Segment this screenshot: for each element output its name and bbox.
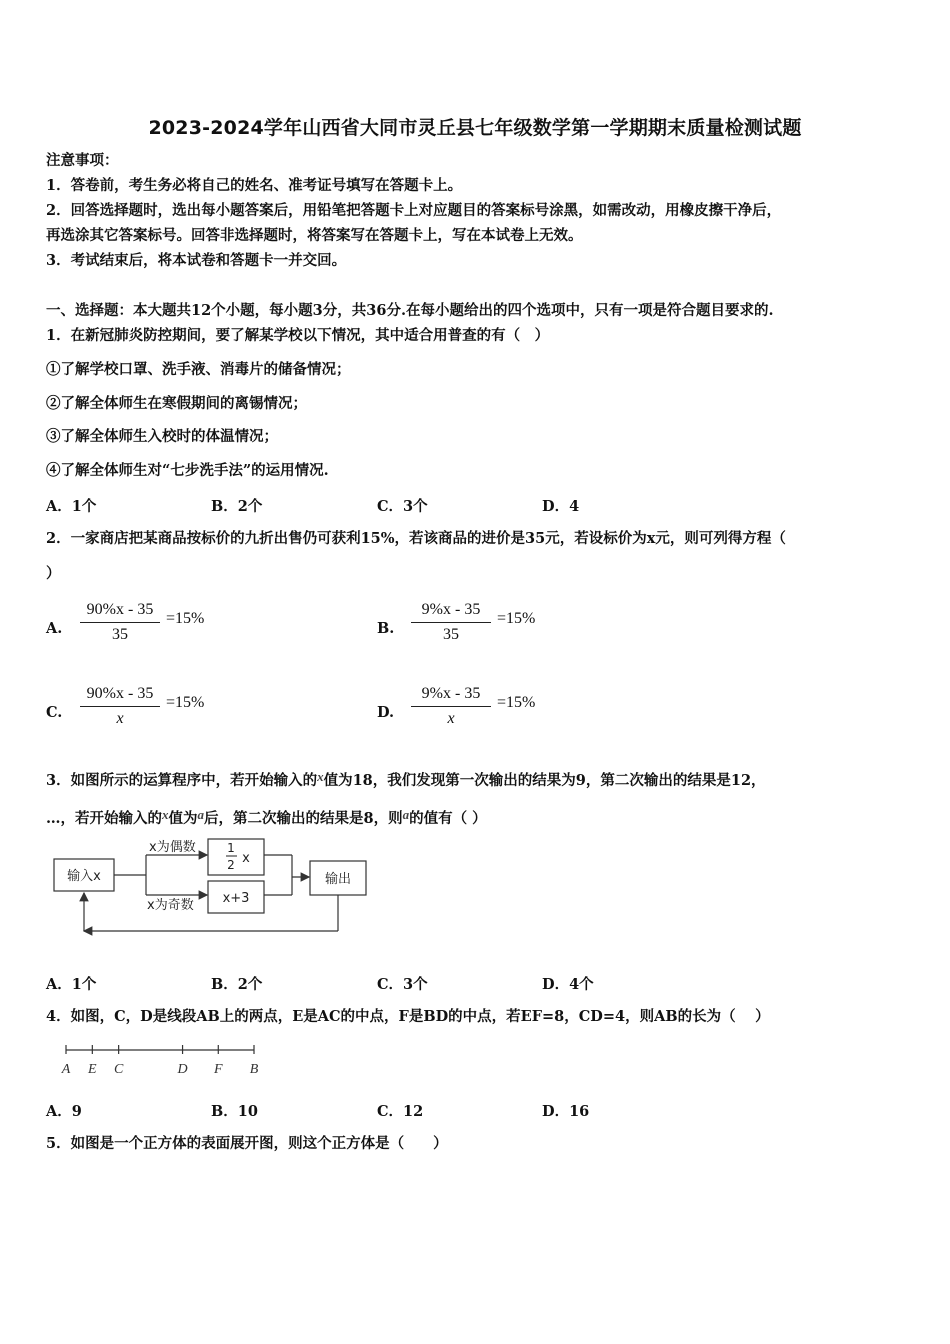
option-letter: A. [46, 620, 63, 637]
fraction-numerator: 9%x - 35 [421, 601, 481, 618]
fraction-numerator: 90%x - 35 [86, 685, 154, 702]
option-b[interactable]: B．2个 [211, 498, 263, 515]
stem-text: 3．如图所示的运算程序中，若开始输入的 [46, 772, 318, 789]
segment-point-label: B [249, 1062, 259, 1077]
option-b[interactable]: B．10 [211, 1103, 258, 1120]
question-2-stem-end: ） [46, 565, 61, 582]
notice-item: 3．考试结束后，将本试卷和答题卡一并交回。 [46, 252, 347, 269]
question-2-option-c[interactable] [46, 682, 346, 736]
stem-text: 值为18，我们发现第一次输出的结果为9，第二次输出的结果是12， [323, 772, 766, 789]
question-3-stem-2 [46, 805, 487, 829]
question-4-stem: 4．如图，C，D是线段AB上的两点，E是AC的中点，F是BD的中点，若EF=8，CD=4，则AB的长为（ ） [46, 1008, 770, 1025]
equation-rhs: =15% [166, 694, 205, 711]
option-d[interactable]: D．16 [542, 1103, 590, 1120]
option-d[interactable]: D．4 [542, 498, 580, 515]
question-2-option-b[interactable] [377, 598, 677, 652]
fraction-numerator: 9%x - 35 [421, 685, 481, 702]
option-a[interactable]: A．1个 [46, 498, 97, 515]
half-variable: x [242, 851, 250, 866]
option-c[interactable]: C．12 [377, 1103, 424, 1120]
fraction-numerator: 90%x - 35 [86, 601, 154, 618]
notice-item: 再选涂其它答案标号。回答非选择题时，将答案写在答题卡上，写在本试卷上无效。 [46, 227, 583, 244]
segment-point-label: F [213, 1062, 223, 1077]
notice-item: 1．答卷前，考生务必将自己的姓名、准考证号填写在答题卡上。 [46, 177, 463, 194]
option-letter: B. [377, 620, 395, 637]
option-d[interactable]: D．4个 [542, 976, 594, 993]
option-c[interactable]: C．3个 [377, 976, 428, 993]
fraction-denominator: 35 [443, 626, 459, 643]
question-2-option-a[interactable] [46, 598, 346, 652]
option-a[interactable]: A．9 [46, 1103, 82, 1120]
even-label: x为偶数 [149, 840, 196, 855]
question-2-option-d[interactable] [377, 682, 677, 736]
output-label: 输出 [324, 872, 352, 887]
question-3-options [46, 973, 906, 995]
half-numerator: 1 [227, 841, 235, 855]
stem-text: 后，第二次输出的结果是8，则 [204, 810, 403, 827]
option-letter: C. [46, 704, 63, 721]
fraction-denominator: 35 [112, 626, 128, 643]
equation-rhs: =15% [166, 610, 205, 627]
input-label: 输入x [67, 869, 101, 884]
half-box [208, 839, 264, 875]
variable-a: a [197, 807, 204, 822]
question-4-options [46, 1100, 906, 1122]
question-5-stem: 5．如图是一个正方体的表面展开图，则这个正方体是（ ） [46, 1135, 448, 1152]
flowchart-diagram [46, 833, 386, 943]
line-segment-diagram [56, 1040, 266, 1082]
segment-point-label: A [61, 1062, 71, 1077]
equation-rhs: =15% [497, 610, 536, 627]
segment-point-label: D [177, 1062, 188, 1077]
question-3-stem [46, 767, 766, 791]
question-1-options [46, 495, 906, 517]
question-1-item: ①了解学校口罩、洗手液、消毒片的储备情况； [46, 361, 351, 378]
plus3-label: x+3 [222, 891, 250, 906]
odd-label: x为奇数 [147, 898, 194, 913]
stem-text: 值为 [168, 810, 198, 827]
question-1-item: ③了解全体师生入校时的体温情况； [46, 428, 278, 445]
fraction [409, 682, 493, 731]
half-denominator: 2 [227, 858, 235, 872]
option-b[interactable]: B．2个 [211, 976, 263, 993]
variable-a: a [402, 807, 410, 822]
notice-item: 2．回答选择题时，选出每小题答案后，用铅笔把答题卡上对应题目的答案标号涂黑，如需改动，用橡皮擦干净后， [46, 202, 782, 219]
option-a[interactable]: A．1个 [46, 976, 97, 993]
variable-x: x [162, 807, 169, 822]
stem-text: …，若开始输入的 [46, 810, 162, 827]
segment-point-label: C [113, 1062, 124, 1077]
fraction [409, 598, 493, 647]
segment-point-label: E [88, 1062, 97, 1077]
page-title: 2023-2024学年山西省大同市灵丘县七年级数学第一学期期末质量检测试题 [148, 117, 802, 139]
option-c[interactable]: C．3个 [377, 498, 428, 515]
fraction-denominator: x [447, 710, 455, 727]
question-1-item: ④了解全体师生对“七步洗手法”的运用情况. [46, 462, 329, 479]
stem-text: 的值有（ ） [409, 810, 487, 827]
question-1-stem: 1．在新冠肺炎防控期间，要了解某学校以下情况，其中适合用普查的有（ ） [46, 327, 550, 344]
question-1-item: ②了解全体师生在寒假期间的离锡情况； [46, 395, 307, 412]
section-heading: 一、选择题：本大题共12个小题，每小题3分，共36分.在每小题给出的四个选项中，只有一项是符合题目要求的. [46, 302, 774, 319]
fraction [78, 682, 162, 731]
question-2-stem: 2．一家商店把某商品按标价的九折出售仍可获利15%，若该商品的进价是35元，若设标价为x元，则可列得方程（ [46, 530, 786, 547]
variable-x: x [317, 769, 324, 784]
option-letter: D. [377, 704, 395, 721]
fraction-denominator: x [116, 710, 124, 727]
notice-heading: 注意事项： [46, 152, 119, 169]
equation-rhs: =15% [497, 694, 536, 711]
fraction [78, 598, 162, 647]
